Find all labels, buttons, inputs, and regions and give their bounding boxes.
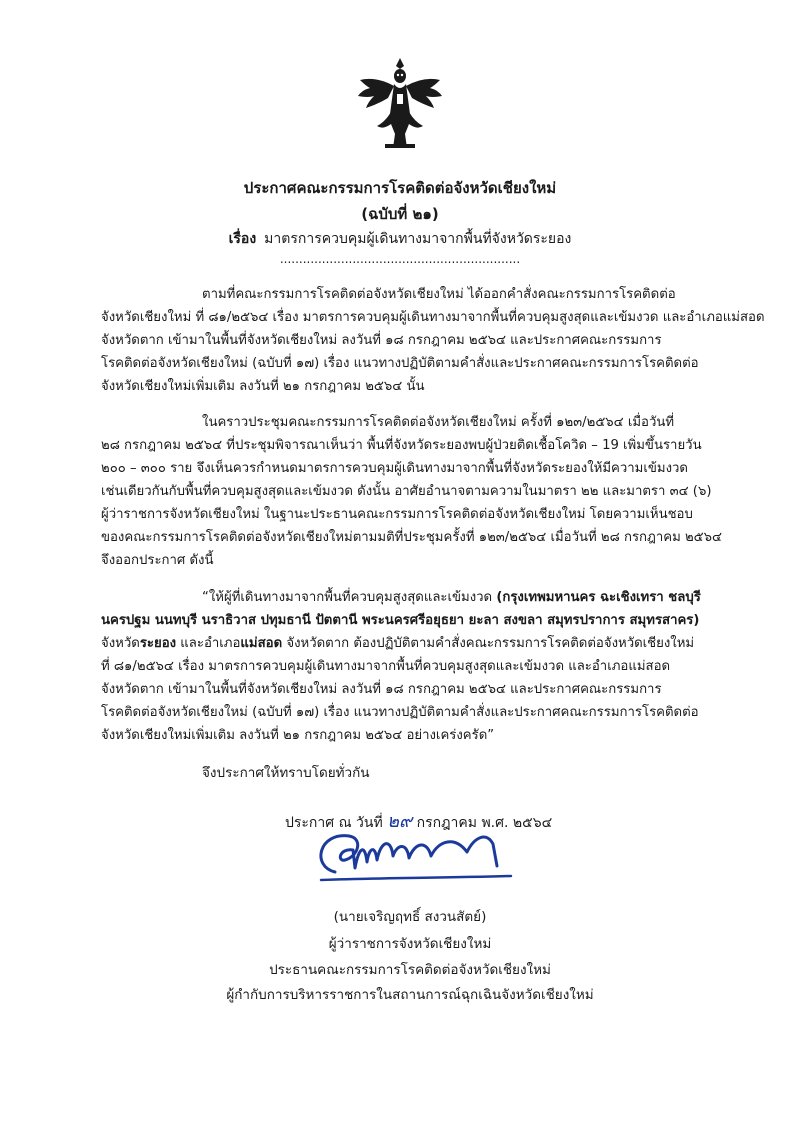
date-prefix: ประกาศ ณ วันที่ <box>285 815 383 831</box>
paragraph-1-line: จังหวัดเชียงใหม่เพิ่มเติม ลงวันที่ ๒๑ กรกฎาคม ๒๕๖๔ นั้น <box>101 379 425 394</box>
subject-text: มาตรการควบคุมผู้เดินทางมาจากพื้นที่จังหวัดระยอง <box>264 231 572 247</box>
paragraph-1-line: ตามที่คณะกรรมการโรคติดต่อจังหวัดเชียงใหม่ ได้ออกคำสั่งคณะกรรมการโรคติดต่อ <box>202 287 676 302</box>
signatory-position: ประธานคณะกรรมการโรคติดต่อจังหวัดเชียงใหม่ <box>269 962 551 978</box>
paragraph-2-line: จึงออกประกาศ ดังนี้ <box>101 553 214 568</box>
order-line: โรคติดต่อจังหวัดเชียงใหม่ (ฉบับที่ ๑๗) เรื่อง แนวทางปฏิบัติตามคำสั่งและประกาศคณะกรรมการโรคติดต่อ <box>101 705 699 720</box>
order-line: จังหวัดเชียงใหม่เพิ่มเติม ลงวันที่ ๒๑ กรกฎาคม ๒๕๖๔ อย่างเคร่งครัด” <box>101 728 495 743</box>
announcement-title: ประกาศคณะกรรมการโรคติดต่อจังหวัดเชียงใหม่ <box>243 179 557 197</box>
date-month: กรกฎาคม <box>416 815 477 831</box>
paragraph-2-line: เช่นเดียวกันกับพื้นที่ควบคุมสูงสุดและเข้มงวด ดังนั้น อาศัยอำนาจตามความในมาตรา ๒๒ และมาตรา ๓๔ (๖) <box>101 484 712 499</box>
handwritten-signature <box>315 826 525 886</box>
paragraph-2-line: ในคราวประชุมคณะกรรมการโรคติดต่อจังหวัดเชียงใหม่ ครั้งที่ ๑๒๓/๒๕๖๔ เมื่อวันที่ <box>202 415 675 430</box>
paragraph-1-line: โรคติดต่อจังหวัดเชียงใหม่ (ฉบับที่ ๑๗) เรื่อง แนวทางปฏิบัติตามคำสั่งและประกาศคณะกรรมการโรคติดต่อ <box>101 356 699 371</box>
signatory-position: ผู้ว่าราชการจังหวัดเชียงใหม่ <box>328 936 492 952</box>
date-year: พ.ศ. ๒๕๖๔ <box>481 815 553 831</box>
province-list-line: นครปฐม นนทบุรี นราธิวาส ปทุมธานี ปัตตานี พระนครศรีอยุธยา ยะลา สงขลา สมุทรปราการ สมุทรสาคร) <box>101 613 700 628</box>
issue-number: (ฉบับที่ ๒๑) <box>361 205 439 223</box>
paragraph-1-line: จังหวัดตาก เข้ามาในพื้นที่จังหวัดเชียงใหม่ ลงวันที่ ๑๘ กรกฎาคม ๒๕๖๔ และประกาศคณะกรรมการ <box>101 333 662 348</box>
paragraph-1-line: จังหวัดเชียงใหม่ ที่ ๘๑/๒๕๖๔ เรื่อง มาตรการควบคุมผู้เดินทางมาจากพื้นที่ควบคุมสูงสุดและเข้มงวด และอำเภอแม่สอด <box>101 310 765 325</box>
signatory-position: ผู้กำกับการบริหารราชการในสถานการณ์ฉุกเฉินจังหวัดเชียงใหม่ <box>226 987 594 1003</box>
paragraph-2-line: ๒๐๐ – ๓๐๐ ราย จึงเห็นควรกำหนดมาตรการควบคุมผู้เดินทางมาจากพื้นที่จังหวัดระยองให้มีความเข้มงวด <box>101 461 688 476</box>
order-line <box>202 586 701 607</box>
paragraph-2-line: ผู้ว่าราชการจังหวัดเชียงใหม่ ในฐานะประธานคณะกรรมการโรคติดต่อจังหวัดเชียงใหม่ โดยความเห็นชอบ <box>101 507 693 522</box>
order-text: จังหวัด <box>101 636 140 651</box>
order-line: จังหวัดตาก เข้ามาในพื้นที่จังหวัดเชียงใหม่ ลงวันที่ ๑๘ กรกฎาคม ๒๕๖๔ และประกาศคณะกรรมการ <box>101 682 662 697</box>
order-text: และอำเภอ <box>176 636 241 651</box>
date-day: ๒๙ <box>387 811 413 832</box>
district-maesot: แม่สอด <box>240 636 283 651</box>
order-line: ที่ ๘๑/๒๕๖๔ เรื่อง มาตรการควบคุมผู้เดินทางมาจากพื้นที่ควบคุมสูงสุดและเข้มงวด และอำเภอแม่สอด <box>101 659 671 674</box>
province-rayong: ระยอง <box>139 636 177 651</box>
garuda-emblem-icon <box>355 54 445 154</box>
order-text: “ให้ผู้ที่เดินทางมาจากพื้นที่ควบคุมสูงสุดและเข้มงวด <box>202 590 497 605</box>
title-divider: ............................................................... <box>279 252 521 266</box>
order-text: จังหวัดตาก ต้องปฏิบัติตามคำสั่งคณะกรรมการโรคติดต่อจังหวัดเชียงใหม่ <box>282 636 695 651</box>
order-line <box>101 632 694 653</box>
paragraph-2-line: ของคณะกรรมการโรคติดต่อจังหวัดเชียงใหม่ตามมติที่ประชุมครั้งที่ ๑๒๓/๒๕๖๔ เมื่อวันที่ ๒๘ กรกฎาคม ๒๕๖๔ <box>101 530 722 545</box>
subject-label: เรื่อง <box>228 231 257 247</box>
subject-line <box>0 228 800 250</box>
province-list: (กรุงเทพมหานคร ฉะเชิงเทรา ชลบุรี <box>496 590 701 605</box>
paragraph-2-line: ๒๘ กรกฎาคม ๒๕๖๔ ที่ประชุมพิจารณาเห็นว่า พื้นที่จังหวัดระยองพบผู้ป่วยติดเชื้อโควิด – 19 เพิ่มขึ้นรายวัน <box>101 438 702 453</box>
signatory-name: (นายเจริญฤทธิ์ สงวนสัตย์) <box>333 909 487 925</box>
closing-statement: จึงประกาศให้ทราบโดยทั่วกัน <box>202 765 370 781</box>
